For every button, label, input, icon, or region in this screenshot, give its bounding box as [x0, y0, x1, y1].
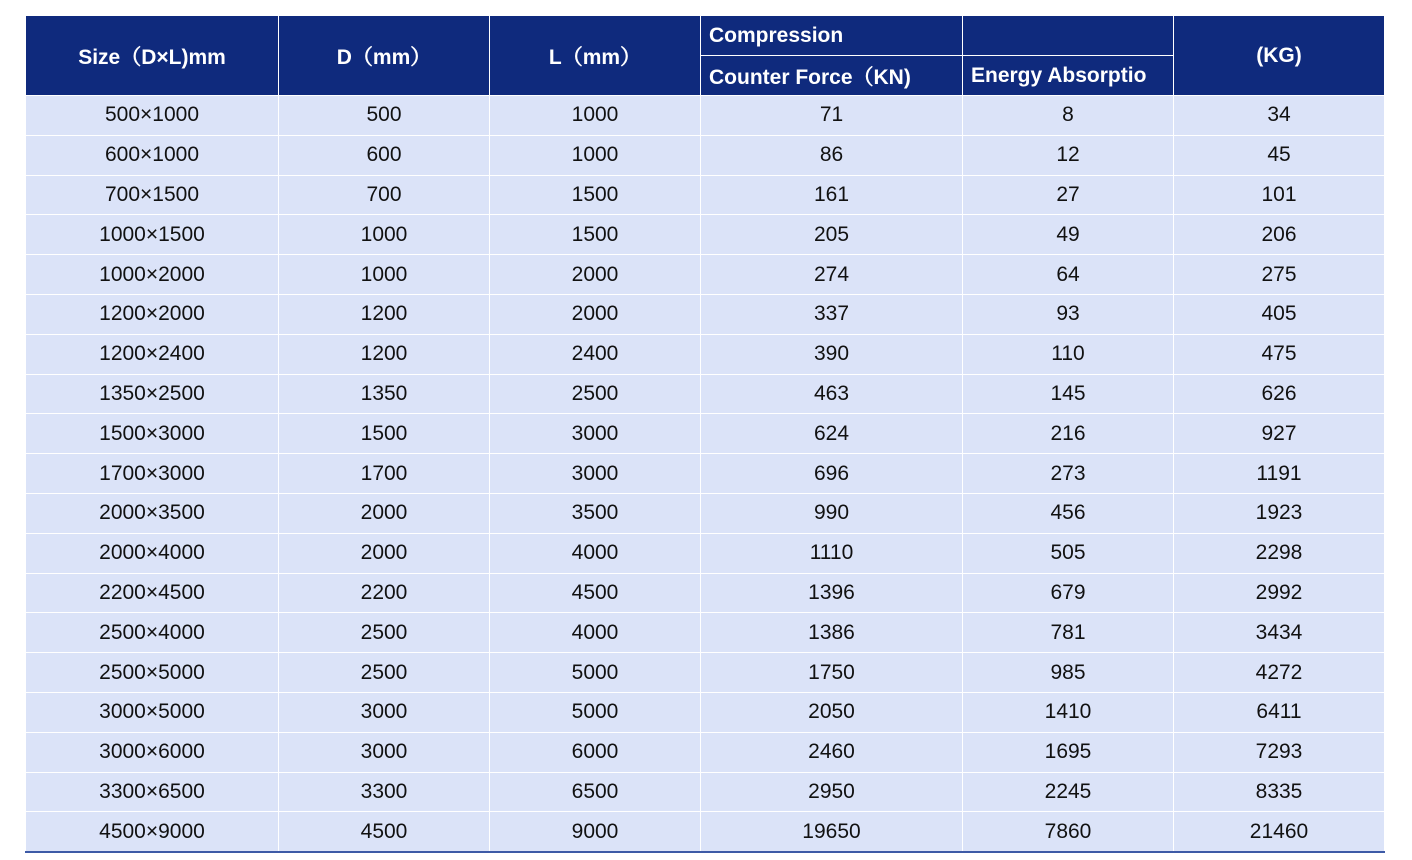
cell-weight: 4272: [1174, 653, 1385, 693]
cell-counter-force: 274: [701, 255, 963, 295]
table-row: [26, 96, 1385, 136]
cell-weight: 6411: [1174, 692, 1385, 732]
cell-diameter: 700: [279, 175, 490, 215]
cell-energy-absorption: 216: [963, 414, 1174, 454]
cell-diameter: 2500: [279, 613, 490, 653]
cell-weight: 8335: [1174, 772, 1385, 812]
cell-size: 3000×6000: [26, 732, 279, 772]
cell-length: 4000: [490, 613, 701, 653]
cell-length: 1000: [490, 135, 701, 175]
cell-size: 1000×2000: [26, 255, 279, 295]
cell-counter-force: 990: [701, 493, 963, 533]
table-row: [26, 414, 1385, 454]
cell-energy-absorption: 273: [963, 454, 1174, 494]
cell-counter-force: 1386: [701, 613, 963, 653]
cell-diameter: 1700: [279, 454, 490, 494]
cell-diameter: 1200: [279, 294, 490, 334]
table-row: [26, 613, 1385, 653]
cell-counter-force: 390: [701, 334, 963, 374]
cell-counter-force: 19650: [701, 812, 963, 852]
header-counter-force: Counter Force（KN): [701, 56, 963, 96]
cell-length: 3000: [490, 414, 701, 454]
cell-energy-absorption: 679: [963, 573, 1174, 613]
cell-counter-force: 2460: [701, 732, 963, 772]
cell-energy-absorption: 64: [963, 255, 1174, 295]
cell-size: 2500×4000: [26, 613, 279, 653]
header-compression: Compression: [701, 16, 963, 56]
cell-diameter: 1350: [279, 374, 490, 414]
header-length: L（mm）: [490, 16, 701, 96]
table-row: [26, 294, 1385, 334]
cell-weight: 206: [1174, 215, 1385, 255]
cell-counter-force: 1396: [701, 573, 963, 613]
cell-weight: 7293: [1174, 732, 1385, 772]
cell-counter-force: 624: [701, 414, 963, 454]
cell-counter-force: 2050: [701, 692, 963, 732]
table-row: [26, 772, 1385, 812]
cell-size: 500×1000: [26, 96, 279, 136]
cell-diameter: 2000: [279, 493, 490, 533]
table-row: [26, 732, 1385, 772]
cell-length: 9000: [490, 812, 701, 852]
cell-length: 4000: [490, 533, 701, 573]
cell-weight: 45: [1174, 135, 1385, 175]
cell-diameter: 3000: [279, 692, 490, 732]
table-row: [26, 653, 1385, 693]
cell-length: 6000: [490, 732, 701, 772]
cell-length: 1000: [490, 96, 701, 136]
cell-counter-force: 86: [701, 135, 963, 175]
cell-weight: 2298: [1174, 533, 1385, 573]
cell-energy-absorption: 1695: [963, 732, 1174, 772]
cell-energy-absorption: 110: [963, 334, 1174, 374]
cell-diameter: 1000: [279, 255, 490, 295]
cell-energy-absorption: 27: [963, 175, 1174, 215]
cell-energy-absorption: 456: [963, 493, 1174, 533]
cell-size: 4500×9000: [26, 812, 279, 852]
cell-diameter: 1200: [279, 334, 490, 374]
cell-length: 2000: [490, 294, 701, 334]
cell-weight: 101: [1174, 175, 1385, 215]
table-row: [26, 533, 1385, 573]
table-row: [26, 255, 1385, 295]
cell-counter-force: 2950: [701, 772, 963, 812]
cell-counter-force: 696: [701, 454, 963, 494]
table-body: [26, 96, 1385, 853]
cell-size: 1700×3000: [26, 454, 279, 494]
header-energy-absorption: Energy Absorptio: [963, 56, 1174, 96]
cell-counter-force: 205: [701, 215, 963, 255]
cell-weight: 1191: [1174, 454, 1385, 494]
cell-diameter: 3300: [279, 772, 490, 812]
header-weight: (KG): [1174, 16, 1385, 96]
cell-weight: 21460: [1174, 812, 1385, 852]
cell-size: 1500×3000: [26, 414, 279, 454]
cell-size: 2500×5000: [26, 653, 279, 693]
cell-weight: 1923: [1174, 493, 1385, 533]
cell-weight: 3434: [1174, 613, 1385, 653]
cell-counter-force: 463: [701, 374, 963, 414]
cell-length: 5000: [490, 692, 701, 732]
cell-energy-absorption: 49: [963, 215, 1174, 255]
cell-diameter: 1000: [279, 215, 490, 255]
cell-length: 2400: [490, 334, 701, 374]
cell-diameter: 2500: [279, 653, 490, 693]
cell-counter-force: 1750: [701, 653, 963, 693]
cell-diameter: 2000: [279, 533, 490, 573]
table-row: [26, 334, 1385, 374]
table-row: [26, 374, 1385, 414]
cell-size: 1200×2400: [26, 334, 279, 374]
cell-size: 3300×6500: [26, 772, 279, 812]
cell-energy-absorption: 8: [963, 96, 1174, 136]
cell-counter-force: 337: [701, 294, 963, 334]
cell-energy-absorption: 145: [963, 374, 1174, 414]
header-diameter: D（mm）: [279, 16, 490, 96]
cell-weight: 626: [1174, 374, 1385, 414]
cell-size: 2000×3500: [26, 493, 279, 533]
table-row: [26, 215, 1385, 255]
cell-energy-absorption: 781: [963, 613, 1174, 653]
header-blank: [963, 16, 1174, 56]
cell-energy-absorption: 985: [963, 653, 1174, 693]
cell-counter-force: 1110: [701, 533, 963, 573]
cell-diameter: 500: [279, 96, 490, 136]
cell-diameter: 4500: [279, 812, 490, 852]
spec-table-container: [25, 15, 1384, 853]
cell-diameter: 3000: [279, 732, 490, 772]
spec-table: [25, 15, 1385, 853]
table-header: [26, 16, 1385, 96]
cell-counter-force: 161: [701, 175, 963, 215]
cell-energy-absorption: 93: [963, 294, 1174, 334]
cell-weight: 475: [1174, 334, 1385, 374]
cell-length: 4500: [490, 573, 701, 613]
table-row: [26, 573, 1385, 613]
cell-energy-absorption: 2245: [963, 772, 1174, 812]
table-row: [26, 454, 1385, 494]
cell-size: 3000×5000: [26, 692, 279, 732]
cell-weight: 927: [1174, 414, 1385, 454]
cell-length: 3000: [490, 454, 701, 494]
cell-energy-absorption: 12: [963, 135, 1174, 175]
cell-counter-force: 71: [701, 96, 963, 136]
table-row: [26, 175, 1385, 215]
cell-size: 600×1000: [26, 135, 279, 175]
cell-size: 2200×4500: [26, 573, 279, 613]
cell-length: 2500: [490, 374, 701, 414]
cell-length: 5000: [490, 653, 701, 693]
cell-energy-absorption: 505: [963, 533, 1174, 573]
cell-weight: 275: [1174, 255, 1385, 295]
cell-diameter: 600: [279, 135, 490, 175]
table-row: [26, 692, 1385, 732]
cell-size: 1200×2000: [26, 294, 279, 334]
table-row: [26, 493, 1385, 533]
cell-diameter: 1500: [279, 414, 490, 454]
cell-length: 1500: [490, 215, 701, 255]
cell-diameter: 2200: [279, 573, 490, 613]
cell-energy-absorption: 1410: [963, 692, 1174, 732]
cell-weight: 2992: [1174, 573, 1385, 613]
cell-weight: 34: [1174, 96, 1385, 136]
cell-length: 1500: [490, 175, 701, 215]
cell-length: 6500: [490, 772, 701, 812]
cell-energy-absorption: 7860: [963, 812, 1174, 852]
cell-size: 1350×2500: [26, 374, 279, 414]
cell-length: 3500: [490, 493, 701, 533]
cell-size: 1000×1500: [26, 215, 279, 255]
header-size: Size（D×L)mm: [26, 16, 279, 96]
cell-weight: 405: [1174, 294, 1385, 334]
cell-length: 2000: [490, 255, 701, 295]
cell-size: 700×1500: [26, 175, 279, 215]
table-row: [26, 812, 1385, 852]
cell-size: 2000×4000: [26, 533, 279, 573]
table-row: [26, 135, 1385, 175]
